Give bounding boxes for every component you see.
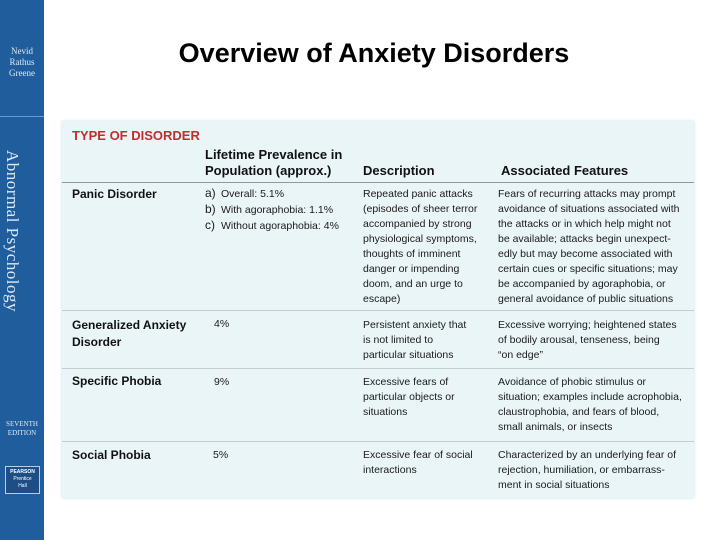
- text-line: Excessive fears of: [363, 376, 449, 388]
- disorder-name: [72, 317, 186, 351]
- text-line: small animals, or insects: [498, 421, 613, 433]
- author-name: Nevid: [11, 46, 33, 56]
- prevalence-cell: [213, 448, 228, 463]
- author-name: Rathus: [9, 57, 35, 67]
- text-line: of bodily arousal, tenseness, being: [498, 334, 660, 346]
- edition-line2: EDITION: [7, 429, 37, 437]
- prevalence-cell: [214, 375, 229, 390]
- text-line: Fears of recurring attacks may prompt: [498, 188, 676, 200]
- publisher-logo: [5, 466, 40, 494]
- item-letter: b): [205, 202, 216, 216]
- item-letter: c): [205, 218, 215, 232]
- prevalence-item: [214, 375, 229, 390]
- features-cell: [498, 375, 692, 435]
- prevalence-header-line2: Population (approx.): [205, 163, 332, 178]
- text-line: situation; examples include acrophobia,: [498, 391, 682, 403]
- features-header: Associated Features: [501, 163, 629, 178]
- authors: [0, 46, 44, 79]
- prevalence-header-line1: Lifetime Prevalence in: [205, 147, 343, 162]
- text-line: danger or impending: [363, 263, 460, 275]
- text-line: Excessive fear of social: [363, 449, 473, 461]
- text-line: thoughts of imminent: [363, 248, 461, 260]
- description-cell: [363, 318, 491, 363]
- disorder-name-line: Panic Disorder: [72, 187, 157, 201]
- text-line: is not limited to: [363, 334, 434, 346]
- text-line: ment in social situations: [498, 479, 610, 491]
- book-title: [0, 150, 22, 312]
- item-text: 5%: [213, 449, 229, 461]
- prevalence-header: [205, 147, 342, 179]
- text-line: be accompanied by agoraphobia, or: [498, 278, 666, 290]
- text-line: interactions: [363, 464, 417, 476]
- disorder-name-line: Disorder: [72, 335, 122, 349]
- item-text: With agoraphobia: 1.1%: [221, 204, 334, 216]
- text-line: Persistent anxiety that: [363, 319, 467, 331]
- text-line: edly but may become associated with: [498, 248, 673, 260]
- prevalence-item: [205, 218, 339, 234]
- disorder-name: [72, 447, 151, 464]
- disorder-name-line: Social Phobia: [72, 448, 151, 462]
- imprint-line1: Prentice: [13, 476, 32, 482]
- text-line: Avoidance of phobic stimulus or: [498, 376, 647, 388]
- text-line: particular situations: [363, 349, 454, 361]
- prevalence-item: [214, 317, 229, 332]
- prevalence-item: [205, 186, 339, 202]
- text-line: claustrophobia, and fears of blood,: [498, 406, 660, 418]
- sidebar-divider: [0, 116, 44, 117]
- text-line: doom, and an urge to: [363, 278, 463, 290]
- text-line: physiological symptoms,: [363, 233, 477, 245]
- item-text: 9%: [214, 376, 230, 388]
- text-line: general avoidance of public situations: [498, 293, 674, 305]
- prevalence-cell: [205, 186, 339, 234]
- prevalence-item: [205, 202, 339, 218]
- text-line: “on edge”: [498, 349, 543, 361]
- author-name: Greene: [9, 68, 35, 78]
- disorder-name: [72, 373, 161, 390]
- text-line: escape): [363, 293, 401, 305]
- book-sidebar: [0, 0, 44, 540]
- description-cell: [363, 375, 491, 420]
- item-text: Overall: 5.1%: [221, 188, 285, 200]
- features-cell: [498, 318, 692, 363]
- item-text: 4%: [214, 318, 230, 330]
- header-divider: [62, 182, 694, 183]
- text-line: (episodes of sheer terror: [363, 203, 478, 215]
- text-line: avoidance of situations associated with: [498, 203, 680, 215]
- text-line: certain cues or specific situations; may: [498, 263, 678, 275]
- edition-label: [0, 420, 44, 438]
- disorder-name: [72, 186, 157, 203]
- book-title-line2: [0, 150, 1, 312]
- text-line: Excessive worrying; heightened states: [498, 319, 677, 331]
- text-line: the attacks or in which help might not: [498, 218, 671, 230]
- description-header: Description: [363, 163, 435, 178]
- disorders-table: [62, 121, 694, 498]
- text-line: Characterized by an underlying fear of: [498, 449, 677, 461]
- features-cell: [498, 448, 692, 493]
- item-letter: a): [205, 186, 216, 200]
- prevalence-item: [213, 448, 228, 463]
- slide-title: Overview of Anxiety Disorders: [178, 38, 570, 68]
- text-line: Repeated panic attacks: [363, 188, 473, 200]
- disorder-name-line: Specific Phobia: [72, 374, 162, 388]
- book-title-line1: Abnormal Psychology: [3, 150, 22, 313]
- row-divider: [62, 310, 694, 311]
- disorder-name-line: Generalized Anxiety: [72, 318, 187, 332]
- row-divider: [62, 368, 694, 369]
- prevalence-cell: [214, 317, 229, 332]
- features-cell: [498, 187, 692, 307]
- item-text: Without agoraphobia: 4%: [221, 220, 339, 232]
- text-line: particular objects or: [363, 391, 455, 403]
- text-line: accompanied by strong: [363, 218, 472, 230]
- text-line: be available; attacks begin unexpect-: [498, 233, 671, 245]
- row-divider: [62, 441, 694, 442]
- description-cell: [363, 448, 491, 478]
- edition-line1: SEVENTH: [6, 420, 38, 428]
- text-line: situations: [363, 406, 408, 418]
- text-line: rejection, humiliation, or embarrass-: [498, 464, 665, 476]
- imprint-line2: Hall: [18, 483, 27, 489]
- publisher-name: PEARSON: [10, 469, 35, 475]
- description-cell: [363, 187, 491, 307]
- type-of-disorder-header: TYPE OF DISORDER: [72, 128, 200, 143]
